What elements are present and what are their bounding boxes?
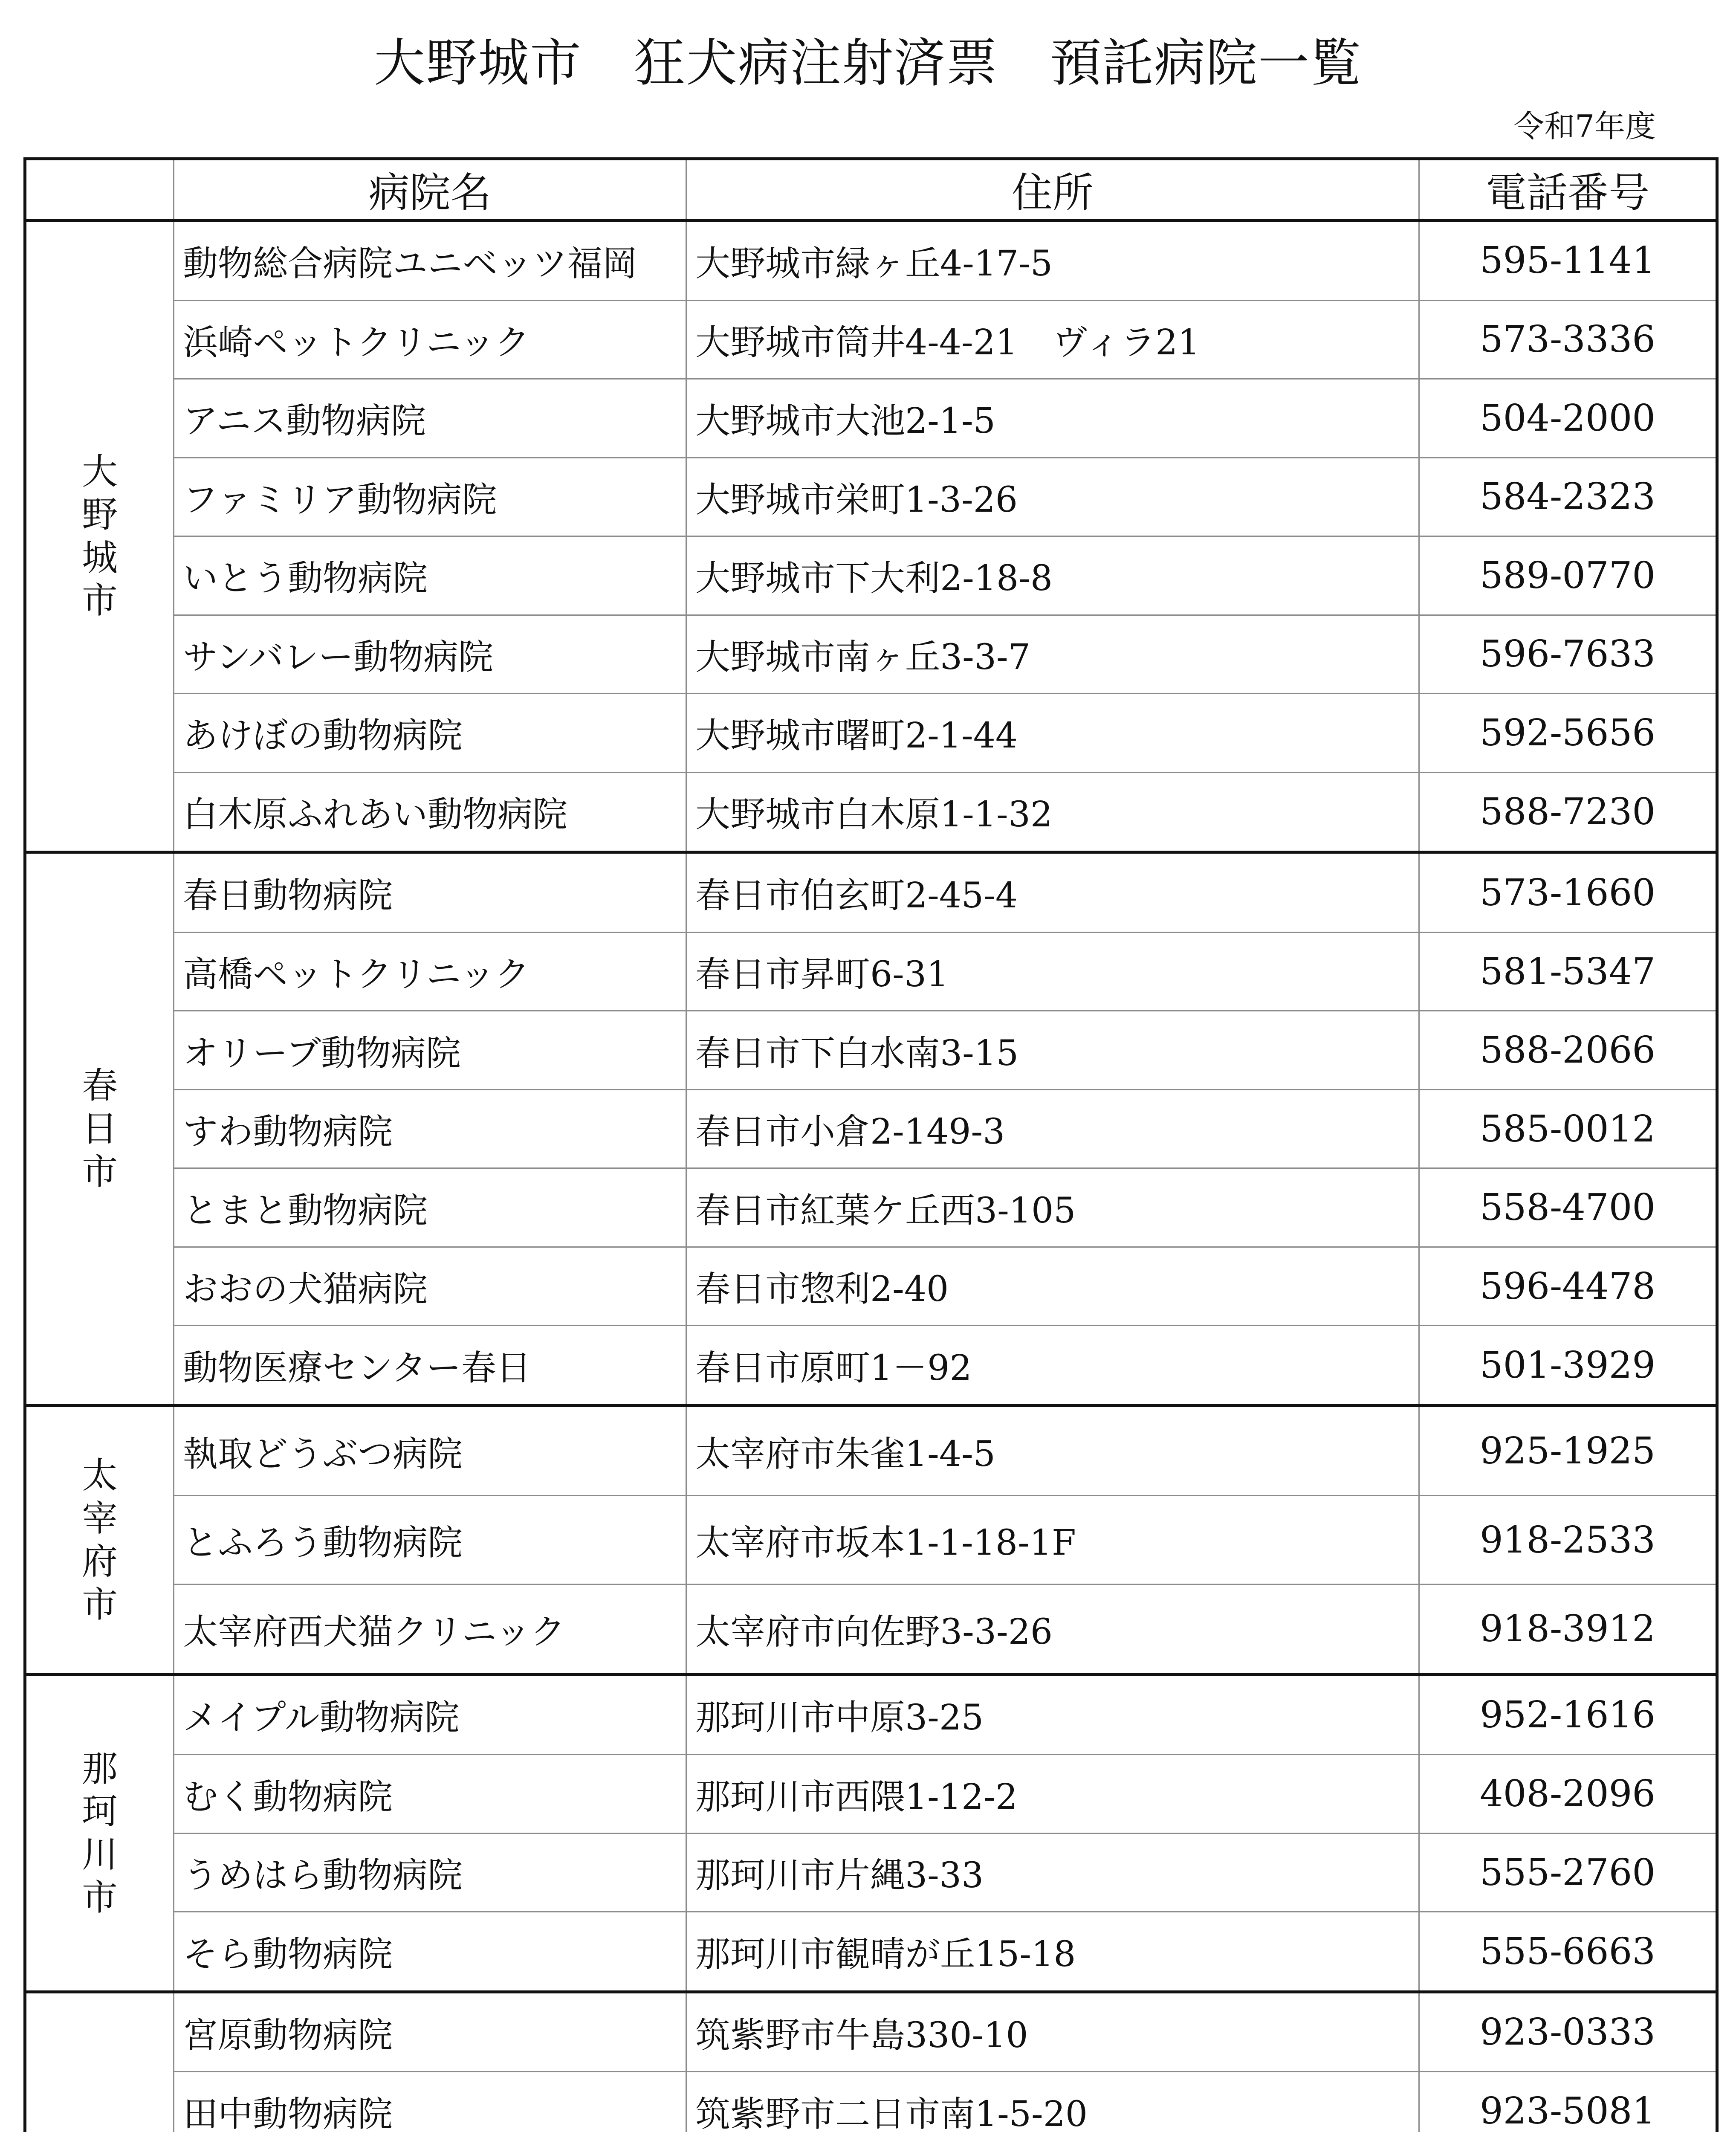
hospital-address: 筑紫野市牛島330-10 [686, 1992, 1419, 2072]
table-row [25, 1089, 1717, 1168]
table-row [25, 220, 1717, 301]
hospital-address: 那珂川市中原3-25 [686, 1674, 1419, 1755]
hospital-address: 那珂川市片縄3-33 [686, 1833, 1419, 1912]
table-row [25, 1674, 1717, 1755]
hospital-phone: 596-4478 [1419, 1247, 1717, 1326]
table-row [25, 536, 1717, 615]
city-label: 太 宰 府 市 [81, 1454, 118, 1625]
city-cell [25, 1992, 174, 2132]
table-row [25, 1496, 1717, 1585]
hospital-phone: 504-2000 [1419, 379, 1717, 458]
hospital-name: おおの犬猫病院 [174, 1247, 686, 1326]
hospital-phone: 588-2066 [1419, 1011, 1717, 1090]
hospital-name: とふろう動物病院 [174, 1496, 686, 1585]
hospital-phone: 923-0333 [1419, 1992, 1717, 2072]
hospital-address: 大野城市栄町1-3-26 [686, 458, 1419, 536]
hospital-address: 太宰府市向佐野3-3-26 [686, 1585, 1419, 1674]
hospital-phone: 925-1925 [1419, 1405, 1717, 1495]
hospital-phone: 923-5081 [1419, 2072, 1717, 2132]
hospital-phone: 595-1141 [1419, 220, 1717, 301]
hospital-name: 宮原動物病院 [174, 1992, 686, 2072]
hospital-address: 大野城市筒井4-4-21 ヴィラ21 [686, 300, 1419, 379]
hospital-address: 春日市惣利2-40 [686, 1247, 1419, 1326]
hospital-name: アニス動物病院 [174, 379, 686, 458]
table-row [25, 1168, 1717, 1247]
hospital-address: 春日市昇町6-31 [686, 932, 1419, 1011]
hospital-phone: 501-3929 [1419, 1326, 1717, 1406]
city-cell [25, 1674, 174, 1992]
city-label: 那 珂 川 市 [81, 1747, 118, 1919]
hospital-name: いとう動物病院 [174, 536, 686, 615]
hospital-phone: 555-6663 [1419, 1912, 1717, 1992]
hospital-address: 春日市小倉2-149-3 [686, 1089, 1419, 1168]
hospital-address: 大野城市曙町2-1-44 [686, 694, 1419, 773]
hospital-address: 筑紫野市二日市南1-5-20 [686, 2072, 1419, 2132]
table-row [25, 1405, 1717, 1495]
city-cell [25, 220, 174, 852]
hospital-table [23, 157, 1719, 2132]
hospital-address: 大野城市緑ヶ丘4-17-5 [686, 220, 1419, 301]
city-column-header [25, 159, 174, 220]
table-row [25, 615, 1717, 694]
hospital-phone: 584-2323 [1419, 458, 1717, 536]
table-row [25, 1011, 1717, 1090]
table-body [25, 220, 1717, 2132]
table-header-row [25, 159, 1717, 220]
table-row [25, 458, 1717, 536]
hospital-name: 田中動物病院 [174, 2072, 686, 2132]
hospital-name: 太宰府西犬猫クリニック [174, 1585, 686, 1674]
table-row [25, 772, 1717, 852]
hospital-phone: 918-3912 [1419, 1585, 1717, 1674]
hospital-phone: 592-5656 [1419, 694, 1717, 773]
hospital-name: オリーブ動物病院 [174, 1011, 686, 1090]
city-label: 大 野 城 市 [81, 451, 118, 622]
table-row [25, 300, 1717, 379]
table-row [25, 1585, 1717, 1674]
hospital-phone: 585-0012 [1419, 1089, 1717, 1168]
name-column-header: 病院名 [174, 159, 686, 220]
fiscal-year-label: 令和7年度 [1513, 108, 1656, 144]
hospital-phone: 573-3336 [1419, 300, 1717, 379]
hospital-name: むく動物病院 [174, 1755, 686, 1834]
hospital-address: 那珂川市西隈1-12-2 [686, 1755, 1419, 1834]
hospital-name: サンバレー動物病院 [174, 615, 686, 694]
hospital-name: 春日動物病院 [174, 852, 686, 933]
hospital-phone: 918-2533 [1419, 1496, 1717, 1585]
hospital-phone: 573-1660 [1419, 852, 1717, 933]
hospital-phone: 581-5347 [1419, 932, 1717, 1011]
hospital-name: あけぼの動物病院 [174, 694, 686, 773]
hospital-name: うめはら動物病院 [174, 1833, 686, 1912]
hospital-name: すわ動物病院 [174, 1089, 686, 1168]
table-row [25, 1912, 1717, 1992]
hospital-phone: 589-0770 [1419, 536, 1717, 615]
city-cell [25, 1405, 174, 1674]
hospital-address: 那珂川市観晴が丘15-18 [686, 1912, 1419, 1992]
hospital-phone: 596-7633 [1419, 615, 1717, 694]
page-title: 大野城市 狂犬病注射済票 預託病院一覧 [374, 34, 1362, 93]
phone-column-header: 電話番号 [1419, 159, 1717, 220]
table-row [25, 694, 1717, 773]
hospital-name: 動物総合病院ユニベッツ福岡 [174, 220, 686, 301]
hospital-name: メイプル動物病院 [174, 1674, 686, 1755]
table-row [25, 1326, 1717, 1406]
hospital-name: 執取どうぶつ病院 [174, 1405, 686, 1495]
hospital-name: 高橋ペットクリニック [174, 932, 686, 1011]
hospital-address: 春日市下白水南3-15 [686, 1011, 1419, 1090]
hospital-phone: 952-1616 [1419, 1674, 1717, 1755]
hospital-address: 大野城市大池2-1-5 [686, 379, 1419, 458]
table-row [25, 932, 1717, 1011]
table-row [25, 1992, 1717, 2072]
hospital-address: 春日市紅葉ケ丘西3-105 [686, 1168, 1419, 1247]
hospital-address: 春日市原町1－92 [686, 1326, 1419, 1406]
hospital-phone: 588-7230 [1419, 772, 1717, 852]
hospital-name: そら動物病院 [174, 1912, 686, 1992]
table-row [25, 379, 1717, 458]
table-row [25, 2072, 1717, 2132]
hospital-address: 大野城市南ヶ丘3-3-7 [686, 615, 1419, 694]
hospital-name: 浜崎ペットクリニック [174, 300, 686, 379]
city-label: 春 日 市 [81, 1065, 118, 1193]
address-column-header: 住所 [686, 159, 1419, 220]
hospital-name: とまと動物病院 [174, 1168, 686, 1247]
hospital-address: 大野城市白木原1-1-32 [686, 772, 1419, 852]
hospital-phone: 558-4700 [1419, 1168, 1717, 1247]
table-row [25, 1833, 1717, 1912]
hospital-phone: 555-2760 [1419, 1833, 1717, 1912]
hospital-address: 太宰府市坂本1-1-18-1F [686, 1496, 1419, 1585]
hospital-name: 白木原ふれあい動物病院 [174, 772, 686, 852]
hospital-address: 大野城市下大利2-18-8 [686, 536, 1419, 615]
table-row [25, 1755, 1717, 1834]
hospital-address: 春日市伯玄町2-45-4 [686, 852, 1419, 933]
city-cell [25, 852, 174, 1406]
hospital-name: 動物医療センター春日 [174, 1326, 686, 1406]
hospital-name: ファミリア動物病院 [174, 458, 686, 536]
hospital-phone: 408-2096 [1419, 1755, 1717, 1834]
table-row [25, 852, 1717, 933]
table-row [25, 1247, 1717, 1326]
hospital-address: 太宰府市朱雀1-4-5 [686, 1405, 1419, 1495]
